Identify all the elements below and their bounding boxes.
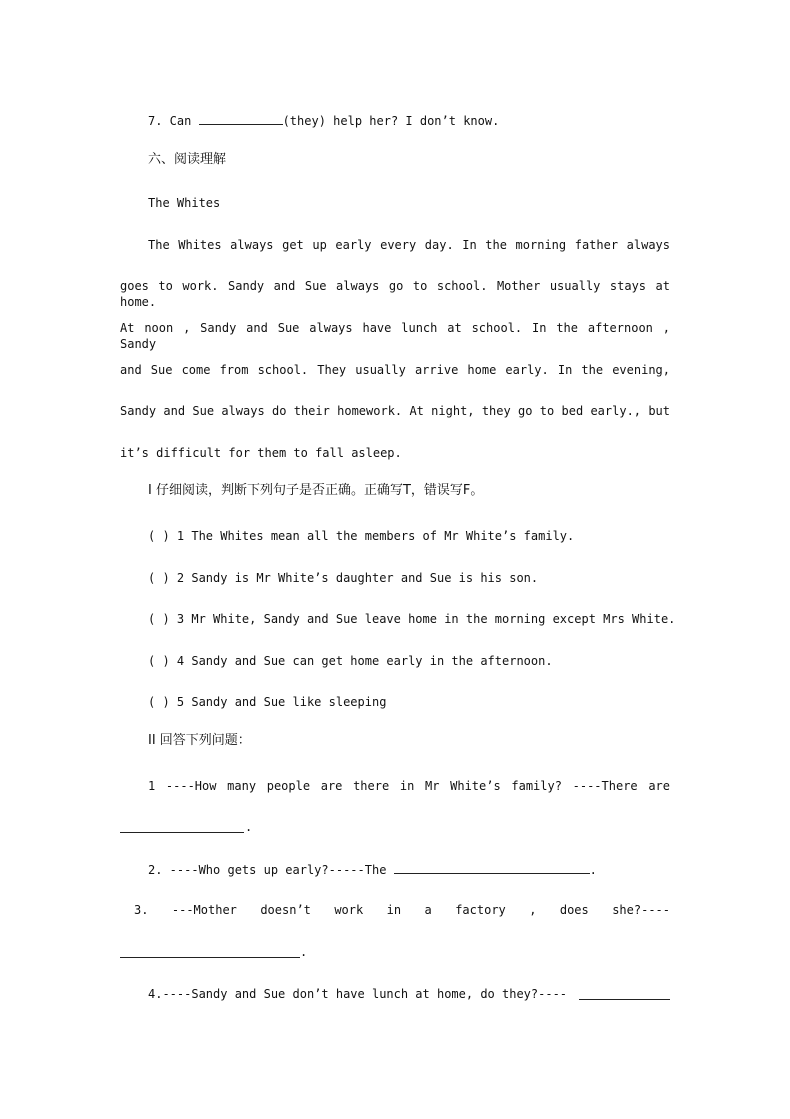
q2-text-after: . <box>589 863 597 877</box>
q3-end: . <box>300 945 308 959</box>
q2-answer-blank[interactable] <box>394 861 590 874</box>
part1-instruction: I 仔细阅读，判断下列句子是否正确。正确写T，错误写F。 <box>148 483 484 498</box>
q2-text-before: 2. ----Who gets up early?-----The <box>148 863 394 877</box>
part2-question-2 <box>148 861 597 877</box>
q7-text-before: 7. Can <box>148 114 199 128</box>
part2-instruction: II 回答下列问题： <box>148 733 251 748</box>
passage-line: and Sue come from school. They usually arrive home early. In the evening, <box>120 363 670 377</box>
passage-line: it’s difficult for them to fall asleep. <box>120 446 402 460</box>
q4-text: 4.----Sandy and Sue don’t have lunch at home, do they?---- <box>148 987 568 1001</box>
passage-line: goes to work. Sandy and Sue always go to school. Mother usually stays at home. <box>120 279 670 309</box>
tf-item[interactable]: ( ) 2 Sandy is Mr White’s daughter and Sue is his son. <box>148 571 539 585</box>
passage-line: The Whites always get up early every day. In the morning father always <box>148 238 670 252</box>
q1-answer-blank[interactable] <box>120 831 244 833</box>
part2-question-4 <box>148 986 567 1002</box>
q3-answer-blank[interactable] <box>120 956 300 958</box>
q7-text-after: (they) help her? I don’t know. <box>282 114 500 128</box>
passage-line: At noon , Sandy and Sue always have lunch at school. In the afternoon , Sandy <box>120 321 670 351</box>
passage-title: The Whites <box>148 196 221 210</box>
q1-end: . <box>245 820 253 834</box>
tf-item[interactable]: ( ) 4 Sandy and Sue can get home early in the afternoon. <box>148 654 553 668</box>
section-title: 六、阅读理解 <box>148 152 227 167</box>
tf-item[interactable]: ( ) 1 The Whites mean all the members of Mr White’s family. <box>148 529 575 543</box>
tf-item[interactable]: ( ) 3 Mr White, Sandy and Sue leave home in the morning except Mrs White. <box>148 612 676 626</box>
passage-line: Sandy and Sue always do their homework. At night, they go to bed early., but <box>120 404 670 418</box>
part2-question-3: 3. ---Mother doesn’t work in a factory , does she?---- <box>134 903 670 917</box>
part2-question-1: 1 ----How many people are there in Mr White’s family? ----There are <box>148 779 670 793</box>
question-7 <box>148 112 499 128</box>
q4-answer-blank[interactable] <box>579 998 670 1000</box>
tf-item[interactable]: ( ) 5 Sandy and Sue like sleeping <box>148 695 387 709</box>
q7-answer-blank[interactable] <box>199 112 283 125</box>
